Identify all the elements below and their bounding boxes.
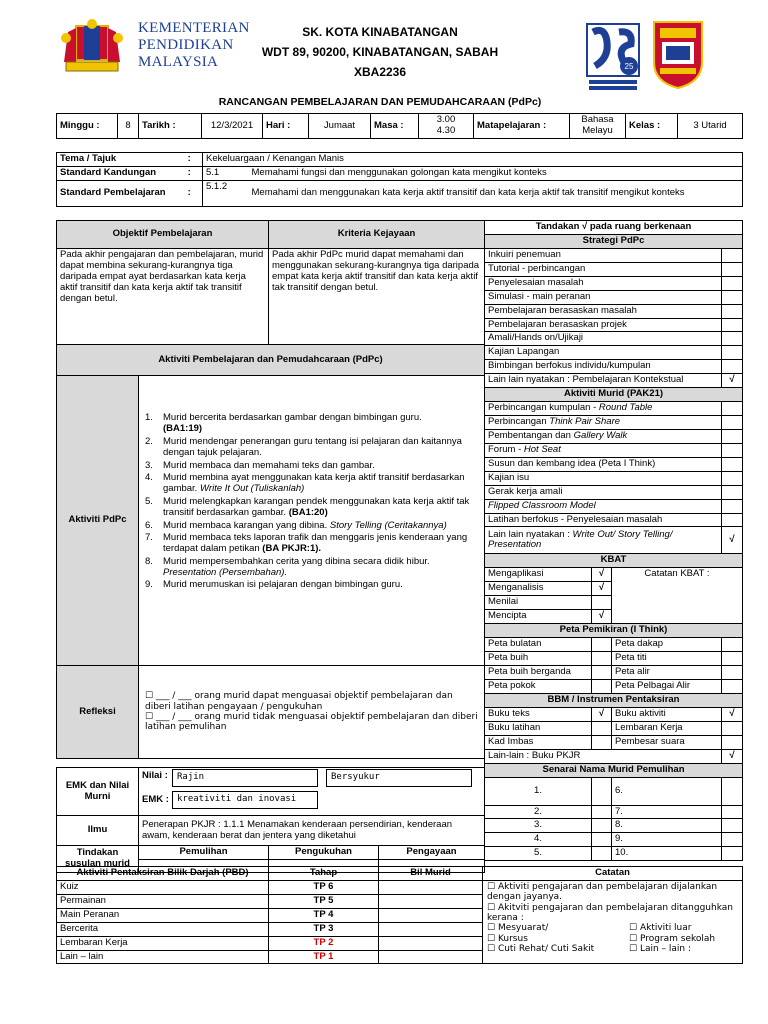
bbm-header: BBM / Instrumen Pentaksiran — [485, 693, 743, 707]
strategi-item: Amali/Hands on/Ujikaji — [485, 332, 722, 346]
kbat-header: KBAT — [485, 554, 743, 568]
info-table — [56, 113, 743, 139]
right-row — [485, 304, 743, 318]
senarai-number: 4. — [485, 833, 592, 847]
pak21-italic: Round Table — [598, 402, 653, 414]
senarai-number: 6. — [612, 777, 722, 805]
strategi-tick[interactable] — [722, 318, 743, 332]
strategi-tick[interactable] — [722, 290, 743, 304]
pak21-tick[interactable] — [722, 416, 743, 430]
pak21-italic: Flipped Classroom Model — [488, 499, 596, 511]
right-row — [485, 318, 743, 332]
minggu-value: 8 — [118, 114, 139, 139]
kelas-label: Kelas : — [626, 114, 678, 139]
senarai-name[interactable] — [722, 777, 743, 805]
pak21-tick[interactable] — [722, 485, 743, 499]
pbd-activity: Permainan — [57, 894, 269, 908]
right-row — [485, 721, 743, 735]
strategi-item: Bimbingan berfokus individu/kumpulan — [485, 360, 722, 374]
bbm-item: Buku latihan — [485, 721, 592, 735]
objektif-text: Pada akhir pengajaran dan pembelajaran, murid dapat membina sekurang-kurangnya tiga daripada empat ayat berdasarkan kata kerja aktif transitif dan kata kerja aktif tak transitif dengan betul. — [57, 249, 269, 345]
right-row — [485, 234, 743, 248]
ministry-line3: MALAYSIA — [138, 54, 219, 70]
pbd-bil[interactable] — [379, 908, 483, 922]
senarai-number: 8. — [612, 819, 722, 833]
pbd-header: Aktiviti Pentaksiran Bilik Darjah (PBD) — [57, 867, 269, 881]
pbd-bil[interactable] — [379, 922, 483, 936]
pak21-item: Perbincangan kumpulan - Round Table — [485, 402, 722, 416]
sp-code: 5.1.2 — [203, 180, 249, 206]
aktiviti-text: Murid bercerita berdasarkan gambar dengan bimbingan guru. (BA1:19) — [163, 412, 422, 435]
right-row — [485, 374, 743, 388]
tema-colon: : — [177, 153, 203, 167]
right-row — [485, 693, 743, 707]
school-header — [230, 22, 530, 82]
right-row — [485, 248, 743, 262]
aktiviti-item — [145, 472, 478, 495]
emk-field-label: EMK : — [142, 794, 169, 805]
shield-icon — [650, 18, 706, 90]
right-row — [485, 276, 743, 290]
aktiviti-number: 2. — [145, 435, 153, 447]
pbd-activity: Lembaran Kerja — [57, 936, 269, 950]
strategi-tick[interactable] — [722, 304, 743, 318]
ithink-item: Peta buih berganda — [485, 665, 592, 679]
pbd-header-row — [57, 867, 743, 881]
right-row — [485, 346, 743, 360]
right-row — [485, 805, 743, 819]
senarai-name[interactable] — [722, 805, 743, 819]
catatan-header: Catatan — [483, 867, 743, 881]
pak21-tick[interactable] — [722, 443, 743, 457]
ithink-item: Peta Pelbagai Alir — [612, 679, 722, 693]
aktiviti-item — [145, 436, 478, 459]
right-row — [485, 554, 743, 568]
senarai-number: 1. — [485, 777, 592, 805]
aktiviti-text: Murid membaca karangan yang dibina. Story Telling (Ceritakannya) — [163, 519, 447, 531]
senarai-name[interactable] — [722, 847, 743, 861]
mp-line1: Bahasa — [581, 114, 614, 126]
bbm-tick[interactable] — [722, 735, 743, 749]
pbd-activity: Kuiz — [57, 880, 269, 894]
ithink-item: Peta bulatan — [485, 638, 592, 652]
ilmu-label: Ilmu — [57, 816, 139, 846]
right-row — [485, 819, 743, 833]
objektif-header: Objektif Pembelajaran — [57, 221, 269, 249]
catatan-options-row — [487, 923, 738, 933]
standards-table — [56, 152, 743, 207]
nilai-label: Nilai : — [142, 770, 168, 781]
pak21-item: Forum - Hot Seat — [485, 443, 722, 457]
right-row — [485, 332, 743, 346]
pak21-tick[interactable] — [722, 513, 743, 527]
aktiviti-item — [145, 520, 478, 531]
pak21-item: Latihan berfokus - Penyelesaian masalah — [485, 513, 722, 527]
pak21-italic: Write Out/ Story Telling/ Presentation — [488, 528, 673, 551]
catatan-kbat: Catatan KBAT : — [612, 568, 743, 624]
tema-label: Tema / Tajuk — [57, 153, 177, 167]
strategi-tick[interactable] — [722, 346, 743, 360]
right-row — [485, 665, 743, 679]
sk-text: Memahami fungsi dan menggunakan golongan kata mengikut konteks — [249, 166, 743, 180]
aktiviti-code: (BA1:20) — [288, 507, 328, 519]
pbd-tp: TP 6 — [269, 880, 379, 894]
senarai-name[interactable] — [592, 777, 612, 805]
tindakan-label: Tindakan susulan murid — [57, 846, 139, 873]
aktiviti-number: 8. — [145, 555, 153, 567]
hari-value: Jumaat — [309, 114, 371, 139]
sk-badge-icon — [585, 22, 641, 94]
kelas-value: 3 Utarid — [678, 114, 743, 139]
aktiviti-text: Murid membaca teks laporan trafik dan menggaris jenis kenderaan yang terdapat dalam petikan (BA PKJR:1). — [163, 531, 468, 555]
ithink-item: Peta pokok — [485, 679, 592, 693]
aktiviti-text: Murid mendengar penerangan guru tentang isi pelajaran dan kaitannya dengan tajuk pelajaran. — [163, 435, 462, 459]
kbat-item: Menilai — [485, 596, 592, 610]
catatan-option[interactable]: ☐ Program sekolah — [629, 933, 716, 944]
mp-line2: Melayu — [582, 125, 613, 136]
aktiviti-number: 7. — [145, 531, 153, 543]
kbat-item: Menganalisis — [485, 582, 592, 596]
masa-end: 4.30 — [436, 125, 456, 136]
right-row — [485, 416, 743, 430]
pak21-tick[interactable] — [722, 457, 743, 471]
right-row — [485, 707, 743, 721]
refleksi-label: Refleksi — [57, 666, 139, 759]
left-main-table — [56, 220, 485, 759]
pak21-italic: Think Pair Share — [549, 416, 621, 428]
sp-label: Standard Pembelajaran — [57, 180, 177, 206]
aktiviti-italic: Story Telling (Ceritakannya) — [329, 519, 447, 531]
badge-number: 25 — [624, 62, 634, 71]
pbd-tp: TP 2 — [269, 936, 379, 950]
aktiviti-code: (BA PKJR:1). — [262, 543, 322, 555]
ithink-item: Peta dakap — [612, 638, 722, 652]
senarai-number: 7. — [612, 805, 722, 819]
kpm-logo — [50, 18, 134, 78]
kriteria-header: Kriteria Kejayaan — [269, 221, 485, 249]
kbat-item: Mengaplikasi — [485, 568, 592, 582]
right-row — [485, 624, 743, 638]
catatan-option[interactable]: ☐ Kursus — [487, 933, 528, 944]
matapelajaran-value — [570, 114, 626, 139]
school-code: XBA2236 — [353, 65, 407, 79]
pak21-item: Susun dan kembang idea (Peta I Think) — [485, 457, 722, 471]
right-row — [485, 402, 743, 416]
pak21-italic: Hot Seat — [523, 443, 561, 455]
aktiviti-number: 6. — [145, 519, 153, 531]
catatan-options-row — [487, 934, 738, 944]
strategi-item: Tutorial - perbincangan — [485, 262, 722, 276]
kbat-tick[interactable]: √ — [592, 610, 612, 624]
ithink-tick[interactable] — [592, 665, 612, 679]
aktiviti-text: Murid membina ayat menggunakan kata kerja aktif transitif berdasarkan gambar. Write It Out (Tuliskanlah) — [163, 471, 465, 495]
bbm-tick[interactable] — [592, 735, 612, 749]
senarai-name[interactable] — [592, 833, 612, 847]
senarai-name[interactable] — [722, 819, 743, 833]
right-row — [485, 471, 743, 485]
aktiviti-item — [145, 496, 478, 519]
ministry-line2: PENDIDIKAN — [138, 37, 234, 53]
pak21-item: Lain lain nyatakan : Write Out/ Story Telling/ Presentation — [485, 527, 722, 554]
nilai1-input[interactable]: Rajin — [172, 769, 318, 787]
pbd-bil[interactable] — [379, 894, 483, 908]
sk-colon: : — [177, 166, 203, 180]
catatan-option[interactable]: ☐ Cuti Rehat/ Cuti Sakit — [487, 943, 595, 954]
refleksi-content — [139, 666, 485, 759]
aktiviti-item — [145, 460, 478, 471]
school-name: SK. KOTA KINABATANGAN — [302, 25, 458, 39]
aktiviti-number: 9. — [145, 579, 153, 591]
pbd-activity: Lain – lain — [57, 950, 269, 964]
right-row — [485, 568, 743, 582]
school-shield-logo — [650, 18, 706, 90]
masa-value — [419, 114, 474, 139]
strategi-item: Inkuiri penemuan — [485, 248, 722, 262]
catatan-options-row — [487, 944, 738, 954]
aktiviti-text: Murid merumuskan isi pelajaran dengan bimbingan guru. — [163, 579, 403, 591]
bbm-tick[interactable] — [592, 721, 612, 735]
masa-label: Masa : — [371, 114, 419, 139]
bbm-item: Buku aktiviti — [612, 707, 722, 721]
senarai-number: 9. — [612, 833, 722, 847]
strategi-item: Simulasi - main peranan — [485, 290, 722, 304]
hari-label: Hari : — [263, 114, 309, 139]
pak21-tick[interactable] — [722, 471, 743, 485]
strategi-header: Strategi PdPc — [485, 234, 743, 248]
senarai-number: 3. — [485, 819, 592, 833]
right-row — [485, 777, 743, 805]
aktiviti-label: Aktiviti PdPc — [57, 376, 139, 666]
ithink-item: Peta titi — [612, 652, 722, 666]
kbat-tick[interactable]: √ — [592, 568, 612, 582]
right-row — [485, 485, 743, 499]
bil-header: Bil Murid — [379, 867, 483, 881]
sp-text: Memahami dan menggunakan kata kerja aktif transitif dan kata kerja aktif tak transitif mengikut konteks — [249, 180, 743, 206]
bbm-lain-tick[interactable]: √ — [722, 749, 743, 763]
tarikh-value: 12/3/2021 — [202, 114, 263, 139]
aktiviti-number: 3. — [145, 459, 153, 471]
strategi-tick[interactable] — [722, 276, 743, 290]
school-address: WDT 89, 90200, KINABATANGAN, SABAH — [261, 45, 499, 59]
ithink-tick[interactable] — [592, 638, 612, 652]
pengukuhan-header: Pengukuhan — [269, 846, 379, 860]
pbd-tp: TP 4 — [269, 908, 379, 922]
pak21-tick[interactable]: √ — [722, 527, 743, 554]
senarai-number: 5. — [485, 847, 592, 861]
ithink-tick[interactable] — [722, 679, 743, 693]
senarai-number: 10. — [612, 847, 722, 861]
kbat-tick[interactable] — [592, 596, 612, 610]
catatan-option[interactable]: ☐ Mesyuarat/ — [487, 923, 549, 934]
minggu-label: Minggu : — [57, 114, 118, 139]
strategi-tick[interactable]: √ — [722, 374, 743, 388]
aktiviti-number: 5. — [145, 495, 153, 507]
right-row — [485, 429, 743, 443]
right-row — [485, 735, 743, 749]
aktiviti-content — [139, 376, 485, 666]
kbat-tick[interactable]: √ — [592, 582, 612, 596]
right-row — [485, 360, 743, 374]
tandakan-instruction: Tandakan √ pada ruang berkenaan — [485, 221, 743, 235]
strategi-tick[interactable] — [722, 360, 743, 374]
aktiviti-item — [145, 532, 478, 555]
bbm-item: Buku teks — [485, 707, 592, 721]
pbd-tp: TP 1 — [269, 950, 379, 964]
right-row — [485, 221, 743, 235]
bbm-tick[interactable]: √ — [592, 707, 612, 721]
pengayaan-header: Pengayaan — [379, 846, 485, 860]
ilmu-text: Penerapan PKJR : 1.1.1 Menamakan kenderaan persendirian, kenderaan awam, kenderaan berat dan jentera yang diketahui — [139, 816, 485, 846]
senarai-header: Senarai Nama Murid Pemulihan — [485, 763, 743, 777]
right-row — [485, 847, 743, 861]
ithink-tick[interactable] — [722, 665, 743, 679]
kriteria-text: Pada akhir PdPc murid dapat memahami dan menggunakan sekurang-kurangnya tiga daripada empat kata kerja aktif transitif dan kata kerja aktif tak transitif dengan betul. — [269, 249, 485, 345]
tahap-header: Tahap — [269, 867, 379, 881]
pbd-row — [57, 880, 743, 894]
pbd-bil[interactable] — [379, 880, 483, 894]
ithink-tick[interactable] — [722, 638, 743, 652]
nilai2-input[interactable]: Bersyukur — [326, 769, 472, 787]
right-main-table — [484, 220, 743, 861]
pak21-item: Kajian isu — [485, 471, 722, 485]
senarai-name[interactable] — [592, 819, 612, 833]
masa-start: 3.00 — [436, 114, 456, 126]
bbm-lain: Lain-lain : Buku PKJR — [485, 749, 722, 763]
right-row — [485, 457, 743, 471]
matapelajaran-label: Matapelajaran : — [474, 114, 570, 139]
right-row — [485, 499, 743, 513]
aktiviti-number: 1. — [145, 412, 153, 423]
aktiviti-section-header: Aktiviti Pembelajaran dan Pemudahcaraan (PdPc) — [57, 345, 485, 376]
ithink-tick[interactable] — [592, 679, 612, 693]
pbd-bil[interactable] — [379, 936, 483, 950]
tarikh-label: Tarikh : — [139, 114, 202, 139]
aktiviti-number: 4. — [145, 471, 153, 483]
pak21-tick[interactable] — [722, 499, 743, 513]
pbd-catatan — [483, 880, 743, 964]
strategi-item: Pembelajaran berasaskan projek — [485, 318, 722, 332]
bbm-item: Pembesar suara — [612, 735, 722, 749]
pbd-activity: Bercerita — [57, 922, 269, 936]
right-row — [485, 290, 743, 304]
strategi-item: Pembelajaran berasaskan masalah — [485, 304, 722, 318]
pbd-tp: TP 3 — [269, 922, 379, 936]
pbd-bil[interactable] — [379, 950, 483, 964]
sp-colon: : — [177, 180, 203, 206]
ithink-tick[interactable] — [592, 652, 612, 666]
document-title: RANCANGAN PEMBELAJARAN DAN PEMUDAHCARAAN (PdPc) — [218, 96, 542, 108]
aktiviti-italic: Presentation (Persembahan). — [163, 567, 288, 579]
strategi-item: Penyelesaian masalah — [485, 276, 722, 290]
pbd-activity: Main Peranan — [57, 908, 269, 922]
pak21-header: Aktiviti Murid (PAK21) — [485, 388, 743, 402]
pak21-item: Gerak kerja amali — [485, 485, 722, 499]
strategi-tick[interactable] — [722, 248, 743, 262]
pak21-tick[interactable] — [722, 402, 743, 416]
senarai-name[interactable] — [722, 833, 743, 847]
strategi-item: Lain lain nyatakan : Pembelajaran Kontekstual — [485, 374, 722, 388]
sk-label: Standard Kandungan — [57, 166, 177, 180]
aktiviti-item — [145, 412, 478, 435]
pak21-item — [485, 499, 722, 513]
bbm-tick[interactable] — [722, 721, 743, 735]
ithink-tick[interactable] — [722, 652, 743, 666]
right-row — [485, 763, 743, 777]
pbd-table — [56, 866, 743, 964]
right-row — [485, 443, 743, 457]
pak21-item: Perbincangan Think Pair Share — [485, 416, 722, 430]
sk-code: 5.1 — [203, 166, 249, 180]
pak21-item: Pembentangan dan Gallery Walk — [485, 429, 722, 443]
bbm-item: Kad Imbas — [485, 735, 592, 749]
ithink-item: Peta alir — [612, 665, 722, 679]
bbm-item: Lembaran Kerja — [612, 721, 722, 735]
tema-value: Kekeluargaan / Kenangan Manis — [203, 153, 743, 167]
strategi-item: Kajian Lapangan — [485, 346, 722, 360]
ministry-line1: KEMENTERIAN — [138, 20, 250, 36]
right-row — [485, 652, 743, 666]
right-row — [485, 262, 743, 276]
aktiviti-text: Murid membaca dan memahami teks dan gambar. — [163, 459, 375, 471]
right-row — [485, 513, 743, 527]
right-row — [485, 638, 743, 652]
strategi-tick[interactable] — [722, 332, 743, 346]
senarai-name[interactable] — [592, 847, 612, 861]
aktiviti-item — [145, 556, 478, 579]
ithink-item: Peta buih — [485, 652, 592, 666]
catatan-option[interactable]: ☐ Aktiviti luar — [629, 923, 692, 934]
right-row — [485, 679, 743, 693]
pemulihan-header: Pemulihan — [139, 846, 269, 860]
aktiviti-text: Murid melengkapkan karangan pendek menggunakan kata kerja aktif tak transitif berdasarkan gambar. (BA1:20) — [163, 495, 470, 519]
aktiviti-italic: Write It Out (Tuliskanlah) — [199, 483, 305, 495]
right-row — [485, 833, 743, 847]
right-row — [485, 749, 743, 763]
pak21-italic: Gallery Walk — [573, 429, 628, 441]
senarai-name[interactable] — [592, 805, 612, 819]
ithink-header: Peta Pemikiran (I Think) — [485, 624, 743, 638]
senarai-number: 2. — [485, 805, 592, 819]
right-row — [485, 527, 743, 554]
refleksi-line2: ☐ ___ / ___ orang murid tidak menguasai objektif pembelajaran dan diberi latihan pemulihan — [145, 712, 478, 733]
bbm-tick[interactable]: √ — [722, 707, 743, 721]
emk-label: EMK dan Nilai Murni — [57, 768, 139, 816]
catatan-option[interactable]: ☐ Lain – lain : — [629, 943, 692, 954]
catatan-line1[interactable]: ☐ Aktiviti pengajaran dan pembelajaran dijalankan dengan jayanya. — [487, 881, 718, 903]
strategi-tick[interactable] — [722, 262, 743, 276]
kbat-item: Mencipta — [485, 610, 592, 624]
coat-of-arms-icon — [50, 18, 134, 78]
aktiviti-code: (BA1:19) — [163, 423, 203, 435]
school-badge-logo — [585, 22, 641, 94]
pak21-tick[interactable] — [722, 429, 743, 443]
aktiviti-text: Murid mempersembahkan cerita yang dibina secara didik hibur. Presentation (Persembahan). — [163, 555, 430, 579]
aktiviti-item — [145, 579, 478, 590]
emk-input[interactable]: kreativiti dan inovasi — [172, 791, 318, 809]
catatan-line2[interactable]: ☐ Akitviti pengajaran dan pembelajaran ditangguhkan kerana : — [487, 902, 733, 923]
right-row — [485, 388, 743, 402]
refleksi-line1: ☐ ___ / ___ orang murid dapat menguasai objektif pembelajaran dan diberi latihan pengayaan / pengukuhan — [145, 691, 453, 712]
aktiviti-list — [145, 412, 478, 591]
pbd-tp: TP 5 — [269, 894, 379, 908]
